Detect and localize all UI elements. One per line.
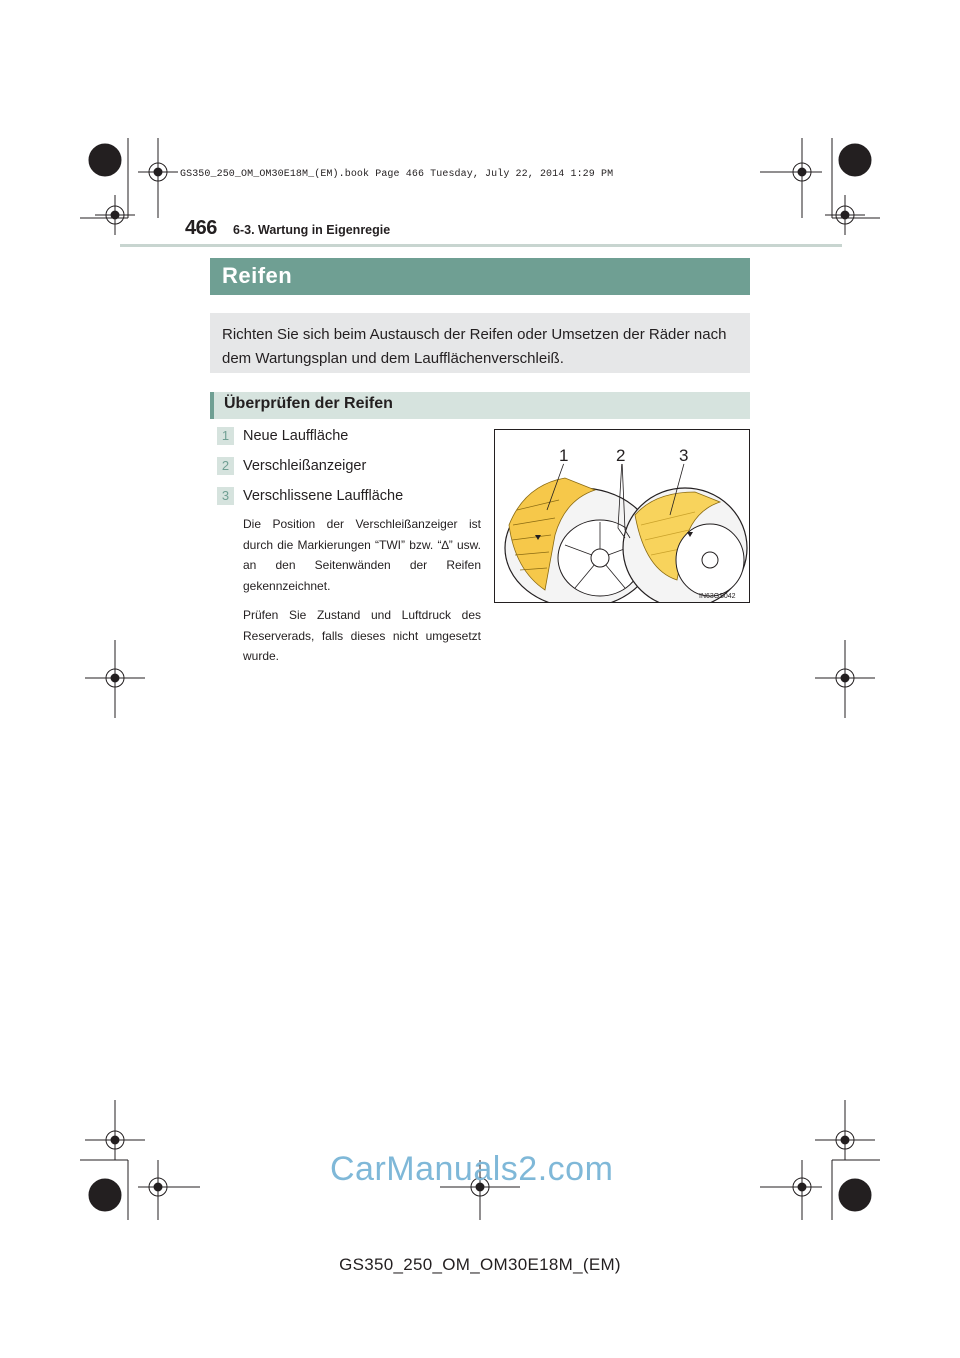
tire-illustration	[494, 429, 750, 603]
callout-1: 1	[559, 446, 569, 465]
footer-doc-code: GS350_250_OM_OM30E18M_(EM)	[339, 1255, 621, 1274]
intro-box	[210, 313, 750, 373]
note-paragraph: Prüfen Sie Zustand und Luftdruck des Reserverads, falls dieses nicht umgesetzt wurde.	[243, 608, 481, 663]
item-label: Neue Lauffläche	[243, 428, 349, 444]
item-number-badge: 1	[217, 427, 234, 445]
list-item	[217, 427, 348, 445]
list-item	[217, 457, 366, 475]
figure-code: IN63GS042	[699, 593, 736, 600]
item-label: Verschlissene Lauffläche	[243, 488, 404, 504]
watermark: CarManuals2.com	[330, 1150, 614, 1188]
callout-2: 2	[616, 446, 626, 465]
subheading: Überprüfen der Reifen	[210, 392, 750, 419]
item-number-badge: 2	[217, 457, 234, 475]
item-label: Verschleißanzeiger	[243, 458, 367, 474]
tire-drawing	[495, 430, 749, 602]
page-title: Reifen	[210, 258, 750, 295]
intro-text: Richten Sie sich beim Austausch der Reifen oder Umsetzen der Räder nach dem Wartungsplan und dem Laufflächenverschleiß.	[222, 326, 727, 367]
header-divider	[120, 244, 842, 247]
callout-3: 3	[679, 446, 689, 465]
list-item	[217, 487, 403, 505]
section-label: 6-3. Wartung in Eigenregie	[233, 223, 391, 237]
book-file-header: GS350_250_OM_OM30E18M_(EM).book Page 466 Tuesday, July 22, 2014 1:29 PM	[180, 169, 614, 180]
page-number: 466	[185, 217, 217, 239]
note-paragraph: Die Position der Verschleißanzeiger ist durch die Markierungen “TWI” bzw. “∆” usw. an den Seitenwänden der Reifen gekennzeichnet.	[243, 517, 481, 593]
item-number-badge: 3	[217, 487, 234, 505]
